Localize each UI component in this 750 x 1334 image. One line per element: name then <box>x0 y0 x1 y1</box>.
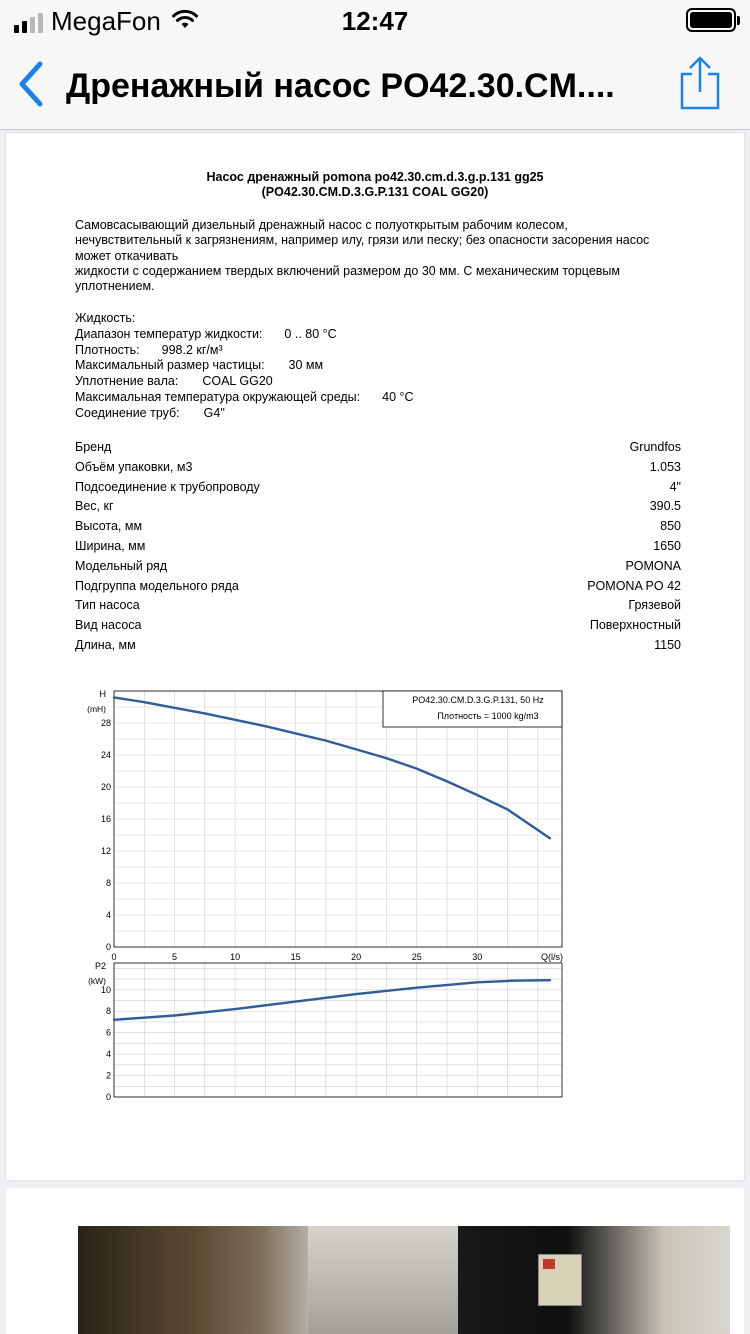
property-value: 4" <box>669 479 681 494</box>
flow-tick-label: 30 <box>472 952 483 962</box>
carrier-name: MegaFon <box>51 6 161 36</box>
property-label: Бренд <box>75 440 112 454</box>
property-label: Подсоединение к трубопроводу <box>75 479 260 494</box>
flow-tick-label: 15 <box>290 952 301 962</box>
head-tick-label: 8 <box>105 878 111 888</box>
fluid-spec-value: 0 .. 80 °C <box>284 326 337 341</box>
property-value: 1.053 <box>649 459 681 474</box>
property-row <box>75 596 681 616</box>
photo-page[interactable] <box>6 1188 744 1334</box>
property-value: 1650 <box>653 538 681 553</box>
power-tick-label: 0 <box>105 1092 111 1102</box>
fluid-spec-value: 30 мм <box>288 358 324 373</box>
document-title-line1: Насос дренажный pomona po42.30.cm.d.3.g.p.131 gg25 <box>206 170 544 184</box>
power-axis-unit: (kW) <box>88 976 106 986</box>
pump-curve-chart <box>76 683 576 1118</box>
property-value: 390.5 <box>649 499 681 514</box>
property-label: Длина, мм <box>75 637 136 652</box>
flow-tick-label: 20 <box>351 952 362 962</box>
back-button[interactable] <box>12 60 52 108</box>
property-label: Объём упаковки, м3 <box>75 459 193 474</box>
page-title: Дренажный насос PO42.30.CM.... <box>66 67 615 105</box>
fluid-spec-label: Диапазон температур жидкости: <box>75 326 263 341</box>
property-row <box>75 537 681 557</box>
power-axis-label: P2 <box>94 961 106 971</box>
flow-axis-label: Q(l/s) <box>541 952 563 962</box>
property-label: Высота, мм <box>75 519 143 534</box>
head-tick-label: 4 <box>105 910 111 920</box>
power-curve <box>114 980 550 1020</box>
fluid-spec-value: 998.2 кг/м³ <box>161 342 223 357</box>
fluid-spec-row <box>75 390 595 406</box>
description-line: нечувствительный к загрязнениям, например илу, грязи или песку; без опасности засорения насос <box>75 233 650 248</box>
status-clock: 12:47 <box>341 6 409 36</box>
property-label: Вес, кг <box>75 499 114 514</box>
fluid-spec-label: Максимальная температура окружающей среды: <box>75 389 361 404</box>
head-tick-label: 0 <box>105 942 111 952</box>
fluid-heading: Жидкость: <box>75 311 136 325</box>
fluid-spec-label: Соединение труб: <box>75 405 180 420</box>
property-row <box>75 577 681 597</box>
head-tick-label: 12 <box>100 846 111 856</box>
property-row <box>75 616 681 636</box>
property-value: Grundfos <box>629 440 681 454</box>
property-row <box>75 438 681 458</box>
head-axis-unit: (mH) <box>87 704 106 714</box>
description <box>75 218 725 294</box>
property-row <box>75 517 681 537</box>
power-tick-label: 10 <box>100 984 111 995</box>
property-value: POMONA <box>625 558 681 573</box>
head-tick-label: 24 <box>100 750 111 760</box>
power-tick-label: 2 <box>105 1070 111 1081</box>
property-label: Модельный ряд <box>75 558 168 573</box>
document-title-line2: (PO42.30.CM.D.3.G.P.131 COAL GG20) <box>261 185 489 199</box>
fluid-spec-value: COAL GG20 <box>202 374 273 389</box>
property-value: 1150 <box>654 637 681 652</box>
fluid-spec-row <box>75 343 595 359</box>
navigation-bar <box>0 40 750 130</box>
fluid-spec-label: Плотность: <box>75 342 140 357</box>
fluid-spec-row <box>75 374 595 390</box>
property-label: Ширина, мм <box>75 538 146 553</box>
share-button[interactable] <box>678 56 722 112</box>
head-tick-label: 16 <box>100 814 111 824</box>
share-icon <box>678 56 722 112</box>
flow-tick-label: 5 <box>172 952 178 962</box>
chevron-left-icon <box>12 60 52 108</box>
document-page[interactable] <box>6 133 744 1180</box>
photo-pipe <box>308 1226 458 1334</box>
property-row <box>75 557 681 577</box>
chart-subtitle: Плотность = 1000 kg/m3 <box>437 711 539 721</box>
chart-title: PO42.30.CM.D.3.G.P.131, 50 Hz <box>412 695 544 705</box>
battery-full-icon <box>686 8 736 32</box>
power-tick-label: 8 <box>105 1006 111 1017</box>
fluid-spec-row <box>75 406 595 422</box>
property-value: Грязевой <box>628 598 681 613</box>
property-row <box>75 497 681 517</box>
description-line: Самовсасывающий дизельный дренажный насос с полуоткрытым рабочим колесом, <box>75 218 568 232</box>
pump-photo <box>78 1226 730 1334</box>
property-label: Вид насоса <box>75 618 142 633</box>
fluid-spec-row <box>75 358 595 374</box>
flow-tick-label: 0 <box>111 952 117 962</box>
property-value: POMONA PO 42 <box>587 578 681 593</box>
property-row <box>75 458 681 478</box>
property-row <box>75 478 681 498</box>
status-bar <box>0 0 750 40</box>
property-value: 850 <box>660 519 681 534</box>
properties-table <box>75 438 681 656</box>
head-tick-label: 20 <box>100 782 111 792</box>
description-line: уплотнением. <box>75 279 155 294</box>
property-value: Поверхностный <box>589 618 681 633</box>
pump-curve-svg <box>76 683 576 1113</box>
document-title <box>6 170 744 200</box>
flow-tick-label: 25 <box>411 952 422 962</box>
property-row <box>75 636 681 656</box>
power-plot-frame <box>114 963 562 1097</box>
power-tick-label: 4 <box>105 1049 111 1060</box>
property-label: Тип насоса <box>75 598 140 613</box>
property-label: Подгруппа модельного ряда <box>75 578 239 593</box>
power-tick-label: 6 <box>105 1027 111 1038</box>
description-line: жидкости с содержанием твердых включений размером до 30 мм. С механическим торцевым <box>75 263 620 278</box>
fluid-spec-label: Уплотнение вала: <box>75 374 179 389</box>
head-axis-label: H <box>99 689 106 699</box>
head-tick-label: 28 <box>100 718 111 728</box>
fluid-specs <box>75 311 595 422</box>
description-line: может откачивать <box>75 248 179 263</box>
flow-tick-label: 10 <box>230 952 241 962</box>
fluid-spec-value: G4" <box>203 405 225 420</box>
fluid-spec-label: Максимальный размер частицы: <box>75 358 265 373</box>
fluid-spec-row <box>75 327 595 343</box>
fluid-spec-value: 40 °C <box>382 389 414 404</box>
photo-label <box>538 1254 582 1306</box>
